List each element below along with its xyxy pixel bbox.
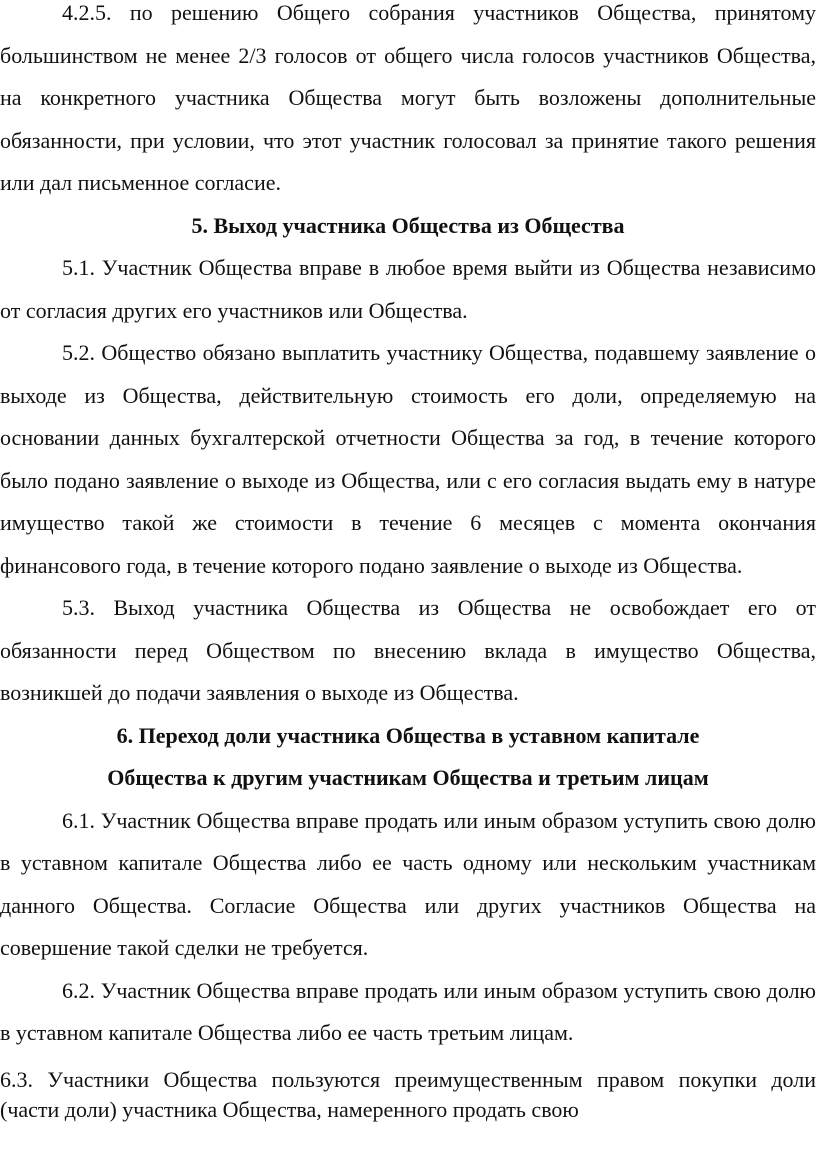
section-heading-6-line-2: Общества к другим участникам Общества и третьим лицам <box>107 765 709 790</box>
paragraph-5-1: 5.1. Участник Общества вправе в любое время выйти из Общества независимо от согласия других его участников или Общества. <box>0 255 816 323</box>
section-heading-6-line-1: 6. Переход доли участника Общества в уставном капитале <box>116 722 700 748</box>
paragraph-5-3: 5.3. Выход участника Общества из Общества не освобождает его от обязанности перед Обществом по внесению вклада в имущество Общества, возникшей до подачи заявления о выходе из Общества. <box>0 595 816 705</box>
paragraph-6-2: 6.2. Участник Общества вправе продать или иным образом уступить свою долю в уставном капитале Общества либо ее часть третьим лицам. <box>0 977 816 1045</box>
paragraph-5-2: 5.2. Общество обязано выплатить участнику Общества, подавшему заявление о выходе из Общества, действительную стоимость его доли, определяемую на основании данных бухгалтерской отчетности Общества за год, в течение которого было подано заявление о выходе из Общества, или с его согласия выдать ему в натуре имущество такой же стоимости в течение 6 месяцев с момента окончания финансового года, в течение которого подано заявление о выходе из Общества. <box>0 340 816 578</box>
section-heading-5: 5. Выход участника Общества из Общества <box>191 212 625 238</box>
paragraph-6-1: 6.1. Участник Общества вправе продать или иным образом уступить свою долю в уставном капитале Общества либо ее часть одному или нескольким участникам данного Общества. Согласие Общества или других участников Общества на совершение такой сделки не требуется. <box>0 807 816 960</box>
paragraph-6-3: 6.3. Участники Общества пользуются преимущественным правом покупки доли (части доли) участника Общества, намеренного продать свою <box>0 1066 816 1122</box>
paragraph-4-2-5: 4.2.5. по решению Общего собрания участников Общества, принятому большинством не менее 2/3 голосов от общего числа голосов участников Общества, на конкретного участника Общества могут быть возложены дополнительные обязанности, при условии, что этот участник голосовал за принятие такого решения или дал письменное согласие. <box>0 0 816 195</box>
